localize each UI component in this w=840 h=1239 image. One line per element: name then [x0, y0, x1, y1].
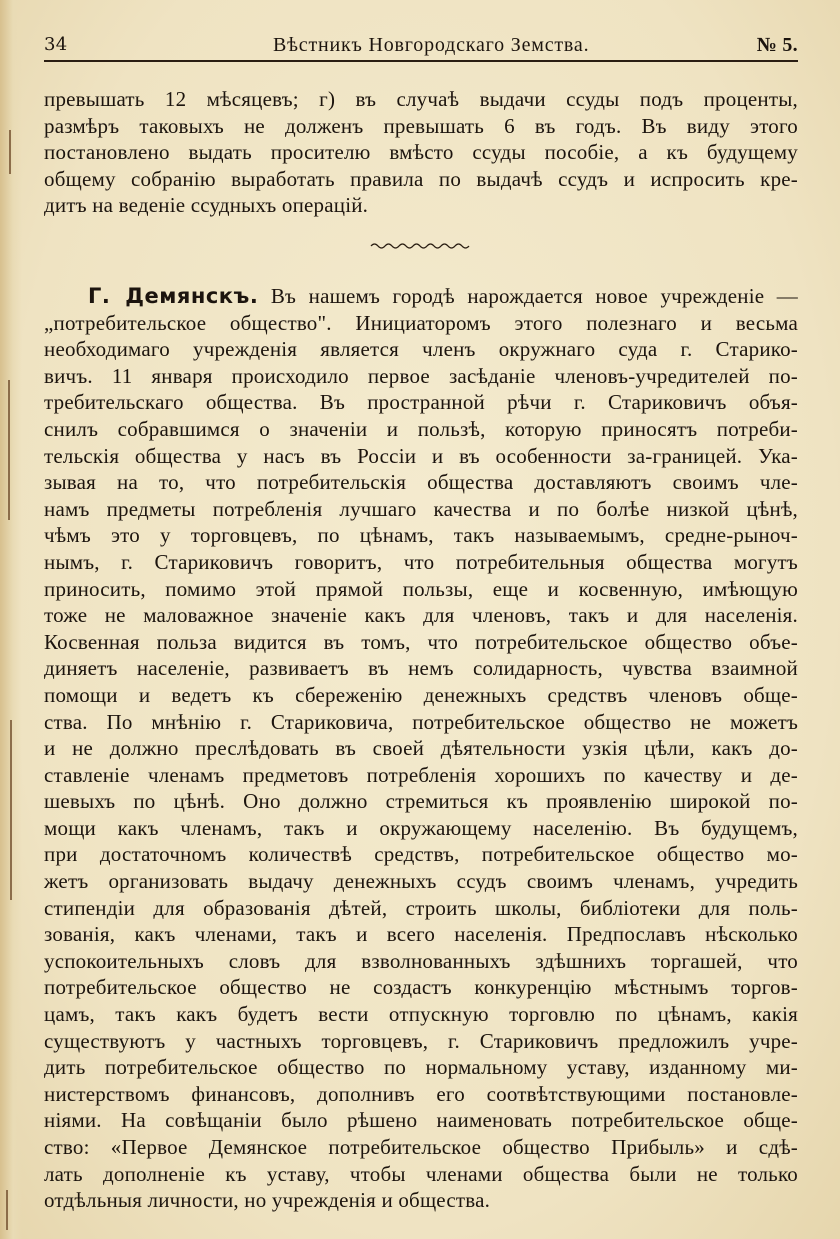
text-line: превышать 12 мѣсяцевъ; г) въ случаѣ выдачи ссуды подъ проценты,: [44, 87, 798, 111]
text-line: Косвенная польза видится въ томъ, что потребительское общество объе-: [44, 629, 798, 654]
text-line: постановлено выдать просителю вмѣсто ссуды пособіе, а къ будущему: [44, 140, 798, 165]
margin-mark: [6, 1190, 8, 1230]
text-line: при достаточномъ количествѣ средствъ, потребительское общество мо-: [44, 842, 798, 867]
issue-number: № 5.: [756, 34, 798, 56]
text-line: отдѣльныя личности, но учрежденія и общества.: [44, 1188, 491, 1213]
text-line: вичъ. 11 января происходило первое засѣданіе членовъ-учредителей по-: [44, 363, 798, 388]
text-line: нистерствомъ финансовъ, дополнивъ его соотвѣтствующими постановле-: [44, 1081, 798, 1106]
running-header: [44, 34, 798, 60]
text-line: шевыхъ по цѣнѣ. Оно должно стремиться къ проявленію широкой по-: [44, 789, 798, 814]
text-line: размѣръ таковыхъ не долженъ превышать 6 въ годъ. Въ виду этого: [44, 113, 798, 138]
text-line: тоже не маловажное значеніе какъ для членовъ, такъ и для населенія.: [44, 603, 798, 628]
margin-mark: [8, 380, 10, 520]
text-line: намъ предметы потребленія лучшаго качества и по болѣе низкой цѣнѣ,: [44, 496, 798, 521]
text-line: жетъ организовать выдачу денежныхъ ссудъ своимъ членамъ, учредить: [44, 869, 798, 894]
page-binding-edge: [0, 0, 22, 1239]
text-line: дить потребительское общество по нормальному уставу, изданному ми-: [44, 1055, 798, 1080]
text-line: лать дополненіе къ уставу, чтобы членами общества были не только: [44, 1161, 798, 1186]
news-paragraph: [44, 283, 798, 1214]
text-line: дитъ на веденіе ссудныхъ операцій.: [44, 193, 369, 218]
text-line: существуютъ у частныхъ торговцевъ, г. Стариковичъ предложилъ учре-: [44, 1028, 798, 1053]
text-line: требительскаго общества. Въ пространной рѣчи г. Стариковичъ объя-: [44, 390, 798, 415]
page-number: 34: [44, 34, 68, 55]
journal-title: Вѣстникъ Новгородскаго Земства.: [273, 34, 590, 56]
text-line: потребительское общество не создастъ конкуренцію мѣстнымъ торгов-: [44, 975, 798, 1000]
header-rule: [44, 60, 798, 62]
margin-mark: [9, 130, 11, 174]
text-line: зованія, какъ членами, такъ и всего населенія. Предпославъ нѣсколько: [44, 922, 798, 947]
text-line: ства. По мнѣнію г. Стариковича, потребительское общество не можетъ: [44, 709, 798, 734]
text-line: приносить, помимо этой прямой пользы, еще и косвенную, имѣющую: [44, 576, 798, 601]
text-line: ство: «Первое Демянское потребительское общество Прибыль» и сдѣ-: [44, 1135, 798, 1159]
text-line: помощи и ведетъ къ сбереженію денежныхъ средствъ членовъ обще-: [44, 682, 798, 707]
text-line: ставленіе членамъ предметовъ потребленія хорошихъ по качеству и де-: [44, 762, 798, 787]
text-line: снилъ собравшимся о значеніи и пользѣ, которую приносятъ потреби-: [44, 416, 798, 441]
text-line: и не должно преслѣдовать въ своей дѣятельности узкія цѣли, какъ до-: [44, 736, 798, 761]
text-line: нымъ, г. Стариковичъ говоритъ, что потребительныя общества могутъ: [44, 549, 798, 574]
section-divider-ornament: [370, 241, 472, 251]
text-line-first: [44, 283, 798, 310]
text-line: мощи какъ членамъ, такъ и окружающему населенію. Въ будущемъ,: [44, 815, 798, 840]
text-line: цамъ, такъ какъ будетъ вести отпускную торговлю по цѣнамъ, какія: [44, 1002, 798, 1027]
margin-mark: [10, 720, 12, 900]
text-line: стипендіи для образованія дѣтей, строить школы, библіотеки для поль-: [44, 895, 798, 920]
text-line: ніями. На совѣщаніи было рѣшено наименовать потребительское обще-: [44, 1108, 798, 1133]
text-line: тельскія общества у насъ въ Россіи и въ особенности за-границей. Ука-: [44, 443, 798, 468]
text-line: „потребительское общество". Инициаторомъ этого полезнаго и весьма: [44, 310, 798, 335]
text-line: общему собранію выработать правила по выдачѣ ссудъ и испросить кре-: [44, 166, 798, 191]
text-line: диняетъ населеніе, развиваетъ въ немъ солидарность, чувства взаимной: [44, 656, 798, 681]
text-line: зывая на то, что потребительскія общества доставляютъ своимъ чле-: [44, 470, 798, 495]
text-fragment: Въ нашемъ городѣ нарождается новое учрежденіе —: [270, 284, 798, 308]
text-line: необходимаго учрежденія является членъ окружнаго суда г. Старико-: [44, 337, 798, 362]
paragraph-continued: [44, 86, 798, 219]
place-heading: Г. Демянскъ.: [88, 284, 259, 308]
text-line: успокоительныхъ словъ для взволнованныхъ здѣшнихъ торгашей, что: [44, 948, 798, 973]
text-line: чѣмъ это у торговцевъ, по цѣнамъ, такъ называемымъ, средне-рыноч-: [44, 523, 798, 548]
